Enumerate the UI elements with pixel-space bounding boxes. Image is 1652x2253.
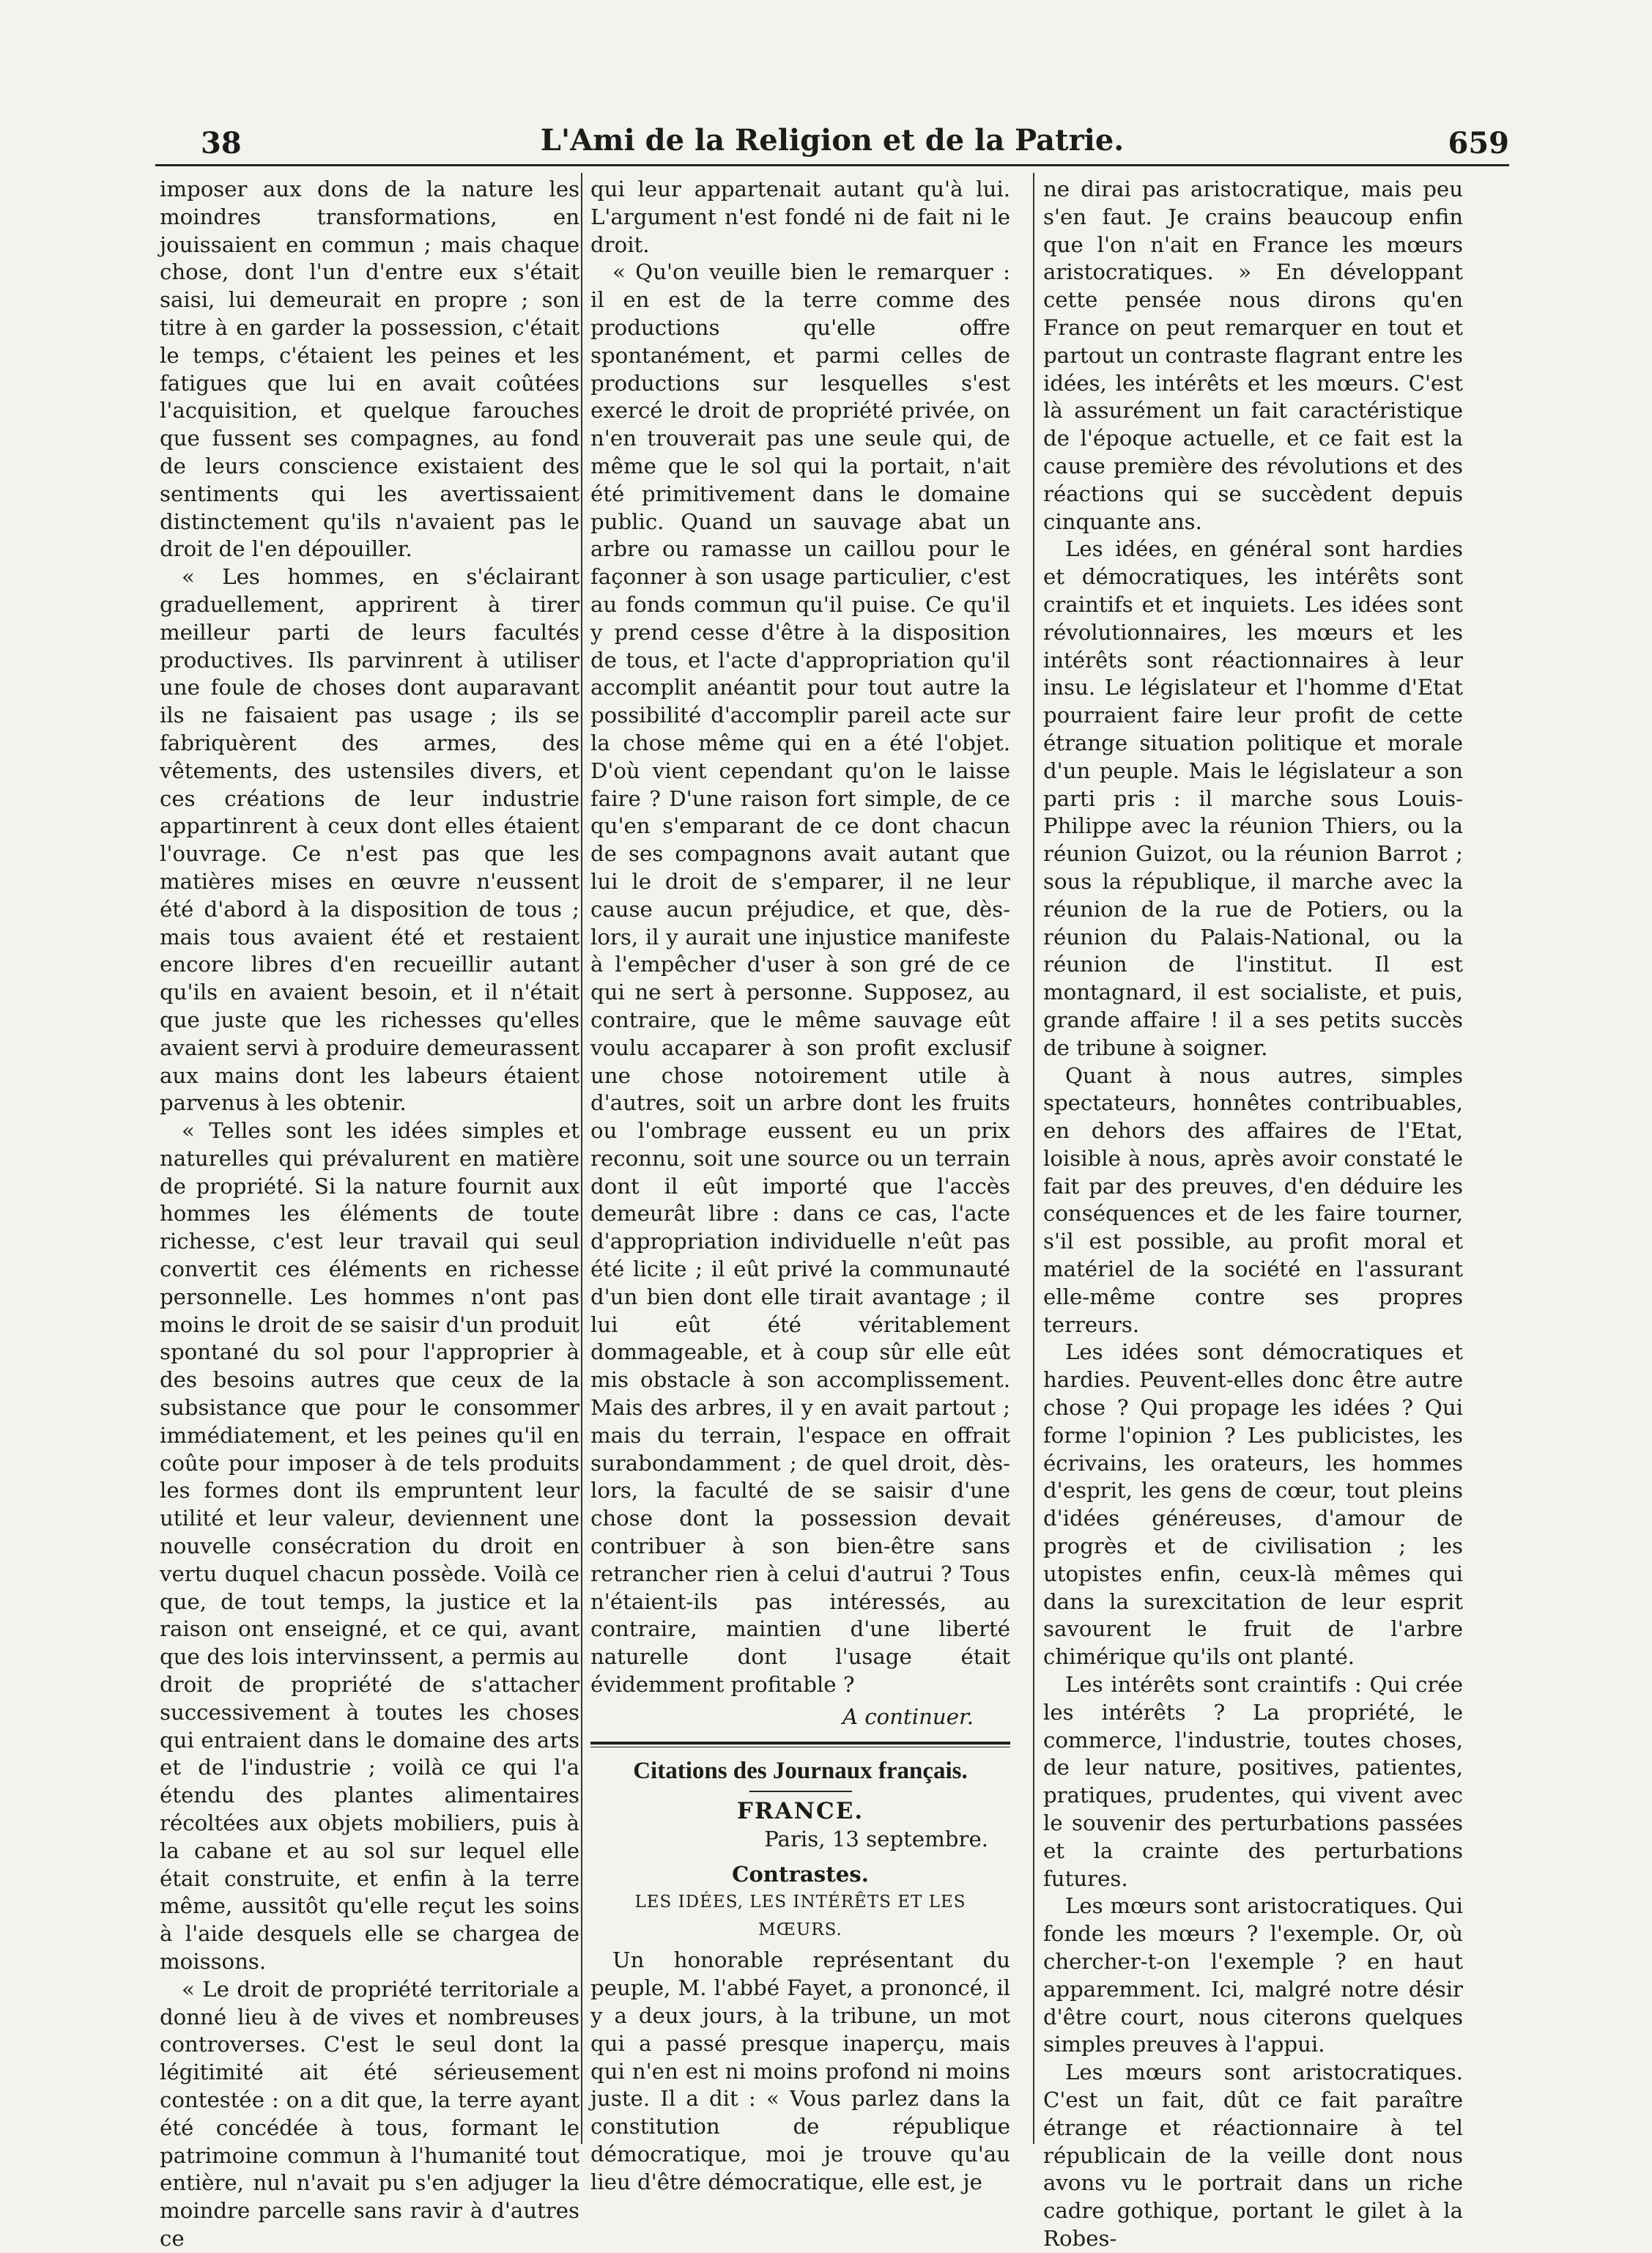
- page-number-right: 659: [1448, 126, 1509, 160]
- paragraph: Les idées sont démocratiques et hardies. Peuvent-elles donc être autre chose ? Qui propage les idées ? Qui forme l'opinion ? Les publicistes, les écrivains, les orateurs, les hommes d'esprit, les gens de cœur, tout pleins d'idées généreuses, d'amour de progrès et de civilisation ; les utopistes enfin, ceux-là mêmes qui dans la surexcitation de leur esprit savourent le fruit de l'arbre chimérique qu'ils ont planté.: [1043, 1339, 1463, 1670]
- country-heading: FRANCE.: [736, 1798, 864, 1825]
- paragraph: Les intérêts sont craintifs : Qui crée les intérêts ? La propriété, le commerce, l'industrie, toutes choses, de leur nature, positives, patientes, pratiques, prudentes, qui vivent avec le souvenir des perturbations passées et la crainte des perturbations futures.: [1043, 1672, 1463, 1891]
- paragraph: Les mœurs sont aristocratiques. C'est un fait, dût ce fait paraître étrange et réactionnaire à tel républicain de la veille dont nous avons vu le portrait dans un riche cadre gothique, portant le gilet à la Robes-: [1043, 2060, 1463, 2251]
- column-divider: [1033, 173, 1034, 2144]
- paragraph: « Telles sont les idées simples et naturelles qui prévalurent en matière de propriété. Si la nature fournit aux hommes les éléments de toute richesse, c'est leur travail qui seul convertit ces éléments en richesse personnelle. Les hommes n'ont pas moins le droit de se saisir d'un produit spontané du sol pour l'approprier à des besoins autres que ceux de la subsistance que pour le consommer immédiatement, et les peines qu'il en coûte pour imposer à de tels produits les formes dont ils empruntent leur utilité et leur valeur, deviennent une nouvelle consécration du droit en vertu duquel chacun possède. Voilà ce que, de tout temps, la justice et la raison ont enseigné, et ce qui, avant que des lois intervinssent, a permis au droit de propriété de s'attacher successivement à toutes les choses qui entraient dans le domaine des arts et de l'industrie ; voilà ce qui l'a étendu des plantes alimentaires récoltées aux objets mobiliers, puis à la cabane et au sol sur lequel elle était construite, et enfin à la terre même, aussitôt qu'elle reçut les soins à l'aide desquels elle se chargea de moissons.: [160, 1118, 579, 1974]
- paragraph: « Qu'on veuille bien le remarquer : il en est de la terre comme des productions qu'elle offre spontanément, et parmi celles de productions sur lesquelles s'est exercé le droit de propriété privée, on n'en trouverait pas une seule qui, de même que le sol qui la portait, n'ait été primitivement dans le domaine public. Quand un sauvage abat un arbre ou ramasse un caillou pour le façonner à son usage particulier, c'est au fonds commun qu'il puise. Ce qu'il y prend cesse d'être à la disposition de tous, et l'acte d'appropriation qu'il accomplit anéantit pour tout autre la possibilité d'accomplir pareil acte sur la chose même qui en a été l'objet. D'où vient cependant qu'on le laisse faire ? D'une raison fort simple, de ce qu'en s'emparant de ce dont chacun de ses compagnons avait autant que lui le droit de s'emparer, il ne leur cause aucun préjudice, et que, dès-lors, il y aurait une injustice manifeste à l'empêcher d'user à son gré de ce qui ne sert à personne. Supposez, au contraire, que le même sauvage eût voulu accaparer à son profit exclusif une chose notoirement utile à d'autres, soit un arbre dont les fruits ou l'ombrage eussent eu un prix reconnu, soit une source ou un terrain dont il eût importé que l'accès demeurât libre : dans ce cas, l'acte d'appropriation individuelle n'eût pas été licite ; il eût privé la communauté d'un bien dont elle tirait avantage ; il lui eût été véritablement dommageable, et à coup sûr elle eût mis obstacle à son accomplissement. Mais des arbres, il y en avait partout ; mais du terrain, l'espace en offrait surabondamment ; de quel droit, dès-lors, la faculté de se saisir d'une chose dont la possession devait contribuer à son bien-être sans retrancher rien à celui d'autrui ? Tous n'étaient-ils pas intéressés, au contraire, maintien d'une liberté naturelle dont l'usage était évidemment profitable ?: [590, 259, 1010, 1698]
- section-rule: [590, 1742, 1010, 1745]
- paragraph: Les mœurs sont aristocratiques. Qui fonde les mœurs ? l'exemple. Or, où chercher-t-on l'exemple ? en haut apparemment. Ici, malgré notre désir d'être court, nous citerons quelques simples preuves à l'appui.: [1043, 1893, 1463, 2057]
- to-be-continued: A continuer.: [842, 1703, 974, 1729]
- paragraph: « Les hommes, en s'éclairant graduellement, apprirent à tirer meilleur parti de leurs facultés productives. Ils parvinrent à utiliser une foule de choses dont auparavant ils ne faisaient pas usage ; ils se fabriquèrent des armes, des vêtements, des ustensiles divers, et ces créations de leur industrie appartinrent à ceux dont elles étaient l'ouvrage. Ce n'est pas que les matières mises en œuvre n'eussent été d'abord à la disposition de tous ; mais tous avaient été et restaient encore libres d'en recueillir autant qu'ils en avaient besoin, et il n'était que juste que les richesses qu'elles avaient servi à produire demeurassent aux mains dont les labeurs étaient parvenus à les obtenir.: [160, 564, 579, 1116]
- paragraph: qui leur appartenait autant qu'à lui. L'argument n'est fondé ni de fait ni le droit.: [590, 177, 1010, 257]
- paragraph: Les idées, en général sont hardies et démocratiques, les intérêts sont craintifs et et inquiets. Les idées sont révolutionnaires, les mœurs et les intérêts sont réactionnaires à leur insu. Le législateur et l'homme d'Etat pourraient faire leur profit de cette étrange situation politique et morale d'un peuple. Mais le législateur a son parti pris : il marche sous Louis-Philippe avec la réunion Thiers, ou la réunion Guizot, ou la réunion Barrot ; sous la république, il marche avec la réunion de la rue de Potiers, ou la réunion du Palais-National, ou la réunion de l'institut. Il est montagnard, il est socialiste, et puis, grande affaire ! il a ses petits succès de tribune à soigner.: [1043, 536, 1463, 1060]
- column-3: [1043, 176, 1463, 2253]
- column-1: [160, 176, 579, 2253]
- journal-title: L'Ami de la Religion et de la Patrie.: [540, 123, 1125, 158]
- column-divider: [581, 173, 582, 2144]
- paragraph: imposer aux dons de la nature les moindres transformations, en jouissaient en commun ; mais chaque chose, dont l'un d'entre eux s'était saisi, lui demeurait en propre ; son titre à en garder la possession, c'était le temps, c'étaient les peines et les fatigues que lui en avait coûtées l'acquisition, et quelque farouches que fussent ses compagnes, au fond de leurs conscience existaient des sentiments qui les avertissaient distinctement qu'ils n'avaient pas le droit de l'en dépouiller.: [160, 177, 579, 562]
- section-title: Citations des Journaux français.: [633, 1757, 968, 1784]
- article-title: Contrastes.: [732, 1862, 869, 1887]
- paragraph: « Le droit de propriété territoriale a donné lieu à de vives et nombreuses controverses. C'est le seul dont la légitimité ait été sérieusement contestée : on a dit que, la terre ayant été concédée à tous, formant le patrimoine commun à l'humanité tout entière, nul n'avait pu s'en adjuger la moindre parcelle sans ravir à d'autres ce: [160, 1976, 579, 2251]
- paragraph: Quant à nous autres, simples spectateurs, honnêtes contribuables, en dehors des affaires de l'Etat, loisible à nous, après avoir constaté le fait par des preuves, d'en déduire les conséquences et de les faire tourner, s'il est possible, au profit moral et matériel de la société en l'assurant elle-même contre ses propres terreurs.: [1043, 1062, 1463, 1337]
- paragraph: Un honorable représentant du peuple, M. l'abbé Fayet, a prononcé, il y a deux jours, à la tribune, un mot qui a passé presque inaperçu, mais qui n'en est ni moins profond ni moins juste. Il a dit : « Vous parlez dans la constitution de république démocratique, moi je trouve qu'au lieu d'être démocratique, elle est, je: [590, 1947, 1010, 2194]
- dateline: Paris, 13 septembre.: [764, 1827, 988, 1852]
- divider: [749, 1791, 852, 1792]
- page-header: [155, 123, 1509, 166]
- paragraph: ne dirai pas aristocratique, mais peu s'en faut. Je crains beaucoup enfin que l'on n'ait en France les mœurs aristocratiques. » En développant cette pensée nous dirons qu'en France on peut remarquer en tout et partout un contraste flagrant entre les idées, les intérêts et les mœurs. C'est là assurément un fait caractéristique de l'époque actuelle, et ce fait est la cause première des révolutions et des réactions qui se succèdent depuis cinquante ans.: [1043, 177, 1463, 534]
- article-subtitle: LES IDÉES, LES INTÉRÊTS ET LES MŒURS.: [634, 1892, 966, 1939]
- column-2: [590, 176, 1010, 2197]
- page-number-left: 38: [201, 126, 242, 160]
